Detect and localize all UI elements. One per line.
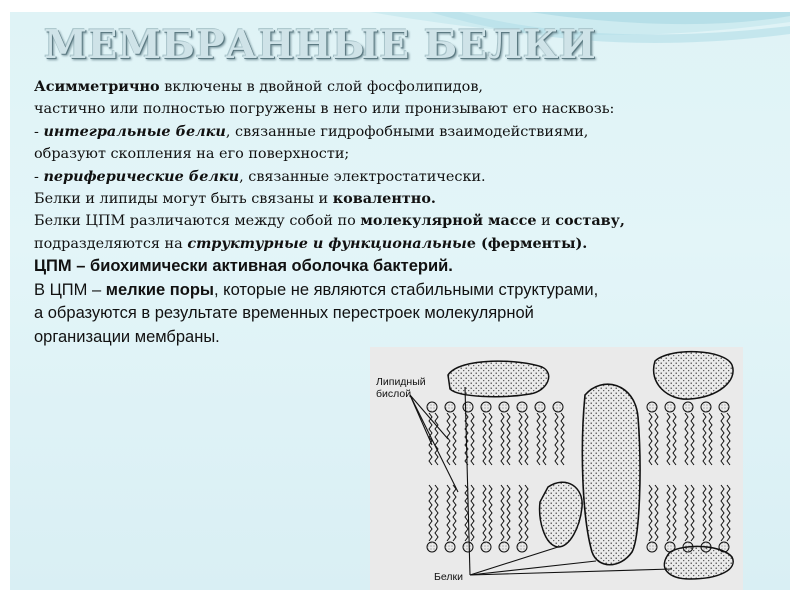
lipid-head [463,402,473,412]
peripheral-protein-top [448,361,549,397]
text-line-5: - периферические белки, связанные электростатически. [34,167,486,185]
lipid-tail [691,413,694,465]
lipid-tail [655,485,658,541]
lipid-head [683,402,693,412]
lipid-tail [525,485,528,541]
lipid-tail [483,485,486,541]
lipid-tail [727,485,730,541]
lipid-tail [709,485,712,541]
text-line-9: ЦПМ – биохимически активная оболочка бактерий. [34,257,453,276]
text-line-1: Асимметрично включены в двойной слой фосфолипидов, [34,78,484,95]
lipid-tail [525,413,528,465]
lipid-head [499,542,509,552]
lipid-tail [471,485,474,541]
text-line-12: организации мембраны. [34,327,220,346]
peripheral-protein-top-right [654,352,733,400]
text-line-6: Белки и липиды могут быть связаны и ковалентно. [34,190,436,208]
integral-protein-large [582,384,640,565]
body-text [34,76,774,349]
lipid-head [463,542,473,552]
lipid-tail [489,413,492,465]
lipid-tail [649,485,652,541]
lipid-tail [561,413,564,465]
lipid-bilayer-label: Липидный бислой [376,376,426,400]
lipid-tail [543,413,546,465]
lipid-tail [501,413,504,465]
lipid-tail [703,413,706,465]
lipid-tail [721,413,724,465]
lipid-head [701,402,711,412]
text-line-3: - интегральные белки, связанные гидрофобными взаимодействиями, [34,122,589,140]
lipid-tail [649,413,652,465]
lipid-tail [507,413,510,465]
lipid-head [535,402,545,412]
lipid-tail [471,413,474,465]
lipid-head [553,402,563,412]
integral-protein-middle [540,482,583,547]
membrane-figure [370,347,743,590]
lipid-tail [685,485,688,541]
text-line-10: В ЦПМ – мелкие поры, которые не являются стабильными структурами, [34,280,599,299]
peripheral-protein-bottom [664,546,733,579]
slide-title: МЕМБРАННЫЕ БЕЛКИ [44,22,597,68]
lipid-head [481,402,491,412]
lipid-tail [489,485,492,541]
proteins-label: Белки [434,571,463,583]
lipid-tail [673,485,676,541]
lipid-head [665,402,675,412]
lipid-head [445,402,455,412]
lipid-head [517,542,527,552]
lipid-tail [501,485,504,541]
lipid-head [481,542,491,552]
text-line-8: подразделяются на структурные и функциональные (ферменты). [34,234,588,252]
lipid-tail [727,413,730,465]
lipid-head [499,402,509,412]
lipid-tail [673,413,676,465]
lipid-tail [447,485,450,541]
lipid-tail [655,413,658,465]
text-line-7: Белки ЦПМ различаются между собой по молекулярной массе и составу, [34,212,625,230]
lipid-tail [435,485,438,541]
lipid-tail [703,485,706,541]
lipid-tail [453,413,456,465]
lipid-head [427,402,437,412]
lipid-head [719,402,729,412]
lipid-head [647,542,657,552]
lipid-tail [721,485,724,541]
lipid-tail [429,485,432,541]
lipid-tail [667,413,670,465]
lipid-tail [453,485,456,541]
lipid-tail [691,485,694,541]
lipid-head [517,402,527,412]
text-line-4: образуют скопления на его поверхности; [34,146,350,163]
lipid-tail [709,413,712,465]
lipid-tail [667,485,670,541]
lipid-tail [555,413,558,465]
lipid-tail [519,485,522,541]
lipid-tail [435,413,438,465]
lipid-tail [685,413,688,465]
lipid-tail [483,413,486,465]
lipid-head [445,542,455,552]
text-line-2: частично или полностью погружены в него или пронизывают его насквозь: [34,101,615,118]
lipid-tail [519,413,522,465]
lipid-tail [537,413,540,465]
lipid-head [647,402,657,412]
lipid-head [427,542,437,552]
lipid-bilayer [427,402,730,552]
text-line-11: а образуются в результате временных перестроек молекулярной [34,304,534,323]
lipid-tail [507,485,510,541]
